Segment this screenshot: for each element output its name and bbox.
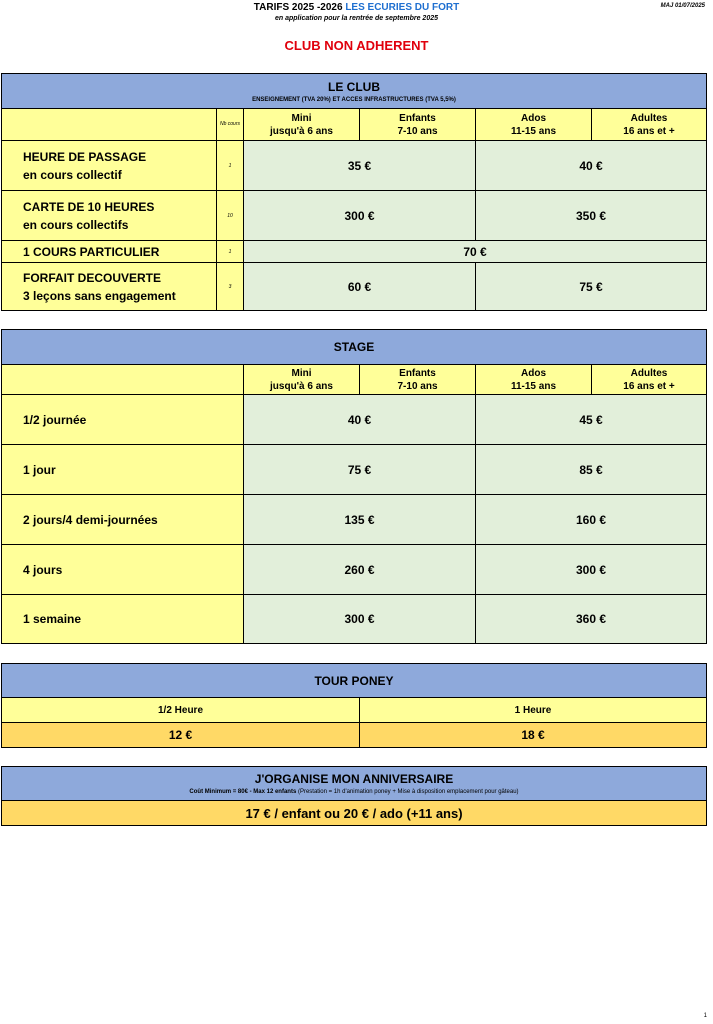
row-label-line1: HEURE DE PASSAGE [23,149,147,164]
club-header [2,74,706,108]
col-line2: 16 ans et + [623,380,675,392]
stage-col-ados [475,364,591,394]
club-status-title: CLUB NON ADHERENT [284,38,429,53]
document-title [0,2,713,13]
col-line1: Ados [521,367,546,379]
stage-row-label: 1/2 journée [2,394,243,444]
anniversaire-note-bold: Coût Minimum = 80€ - Max 12 enfants [189,788,297,795]
col-line1: Mini [291,112,312,124]
anniversaire-note-rest: (Prestation = 1h d'animation poney + Mise à disposition emplacement pour gâteau) [296,788,519,795]
price-older: 45 € [475,394,706,444]
nb-cours-header: Nb cours [216,108,243,140]
price-older: 75 € [475,262,706,310]
price-young: 35 € [243,140,475,190]
anniversaire-table [1,766,707,826]
stage-col-enfants [359,364,475,394]
price-older: 40 € [475,140,706,190]
row-label-line2: 3 leçons sans engagement [23,288,176,303]
club-row-label [2,140,216,190]
anniversaire-price: 17 € / enfant ou 20 € / ado (+11 ans) [2,800,706,825]
col-line2: jusqu'à 6 ans [270,125,333,137]
page-number: 1 [703,1013,707,1019]
col-line2: 11-15 ans [510,380,557,392]
club-col-enfants [359,108,475,140]
price-older: 360 € [475,594,706,643]
price-young: 60 € [243,262,475,310]
col-line1: Ados [521,112,546,124]
club-row-label [2,190,216,240]
col-line2: 7-10 ans [397,380,438,392]
col-line1: Enfants [399,112,436,124]
stage-table [1,329,707,644]
stage-col-adultes [591,364,706,394]
anniversaire-title: J'ORGANISE MON ANNIVERSAIRE [254,771,454,786]
club-col-mini [243,108,359,140]
tour-poney-table [1,663,707,748]
stage-col-mini [243,364,359,394]
price-young: 300 € [243,594,475,643]
col-line1: Mini [291,367,312,379]
stage-row-label: 2 jours/4 demi-journées [2,494,243,544]
price-all: 70 € [243,240,706,262]
nb-cours-value: 3 [216,262,243,310]
col-line1: Adultes [630,367,668,379]
col-line2: 7-10 ans [397,125,438,137]
row-label-line1: CARTE DE 10 HEURES [23,199,155,214]
col-line2: 16 ans et + [623,125,675,137]
club-col-adultes [591,108,706,140]
price-young: 300 € [243,190,475,240]
nb-cours-value: 10 [216,190,243,240]
price-older: 160 € [475,494,706,544]
anniversaire-header [2,767,706,800]
club-row-label [2,262,216,310]
col-line2: 11-15 ans [510,125,557,137]
col-line2: jusqu'à 6 ans [270,380,333,392]
club-subtitle: ENSEIGNEMENT (TVA 20%) ET ACCES INFRASTRUCTURES (TVA 5,5%) [252,96,456,103]
stage-row-label: 1 semaine [2,594,243,643]
club-title: LE CLUB [328,79,380,94]
row-label-line2: en cours collectif [23,167,122,182]
half-hour-label: 1/2 Heure [2,697,359,722]
price-young: 75 € [243,444,475,494]
price-young: 40 € [243,394,475,444]
hour-label: 1 Heure [359,697,706,722]
price-older: 85 € [475,444,706,494]
row-label-line2: en cours collectifs [23,217,129,232]
col-line1: Adultes [630,112,668,124]
stage-header-label-cell [2,364,243,394]
club-col-ados [475,108,591,140]
row-label-line1: FORFAIT DECOUVERTE [23,270,162,285]
price-older: 350 € [475,190,706,240]
title-brand: LES ECURIES DU FORT [345,2,460,13]
hour-price: 18 € [359,722,706,747]
price-young: 135 € [243,494,475,544]
price-older: 300 € [475,544,706,594]
club-header-label-cell [2,108,216,140]
nb-cours-value: 1 [216,240,243,262]
club-table [1,73,707,311]
update-date: MAJ 01/07/2025 [660,3,705,9]
document-subtitle: en application pour la rentrée de septembre 2025 [275,15,438,22]
price-young: 260 € [243,544,475,594]
stage-row-label: 4 jours [2,544,243,594]
club-row-label: 1 COURS PARTICULIER [2,240,216,262]
title-prefix: TARIFS 2025 -2026 [253,2,343,13]
col-line1: Enfants [399,367,436,379]
tour-poney-title: TOUR PONEY [2,664,706,697]
nb-cours-value: 1 [216,140,243,190]
anniversaire-note [189,788,518,797]
half-hour-price: 12 € [2,722,359,747]
stage-title: STAGE [2,330,706,364]
stage-row-label: 1 jour [2,444,243,494]
